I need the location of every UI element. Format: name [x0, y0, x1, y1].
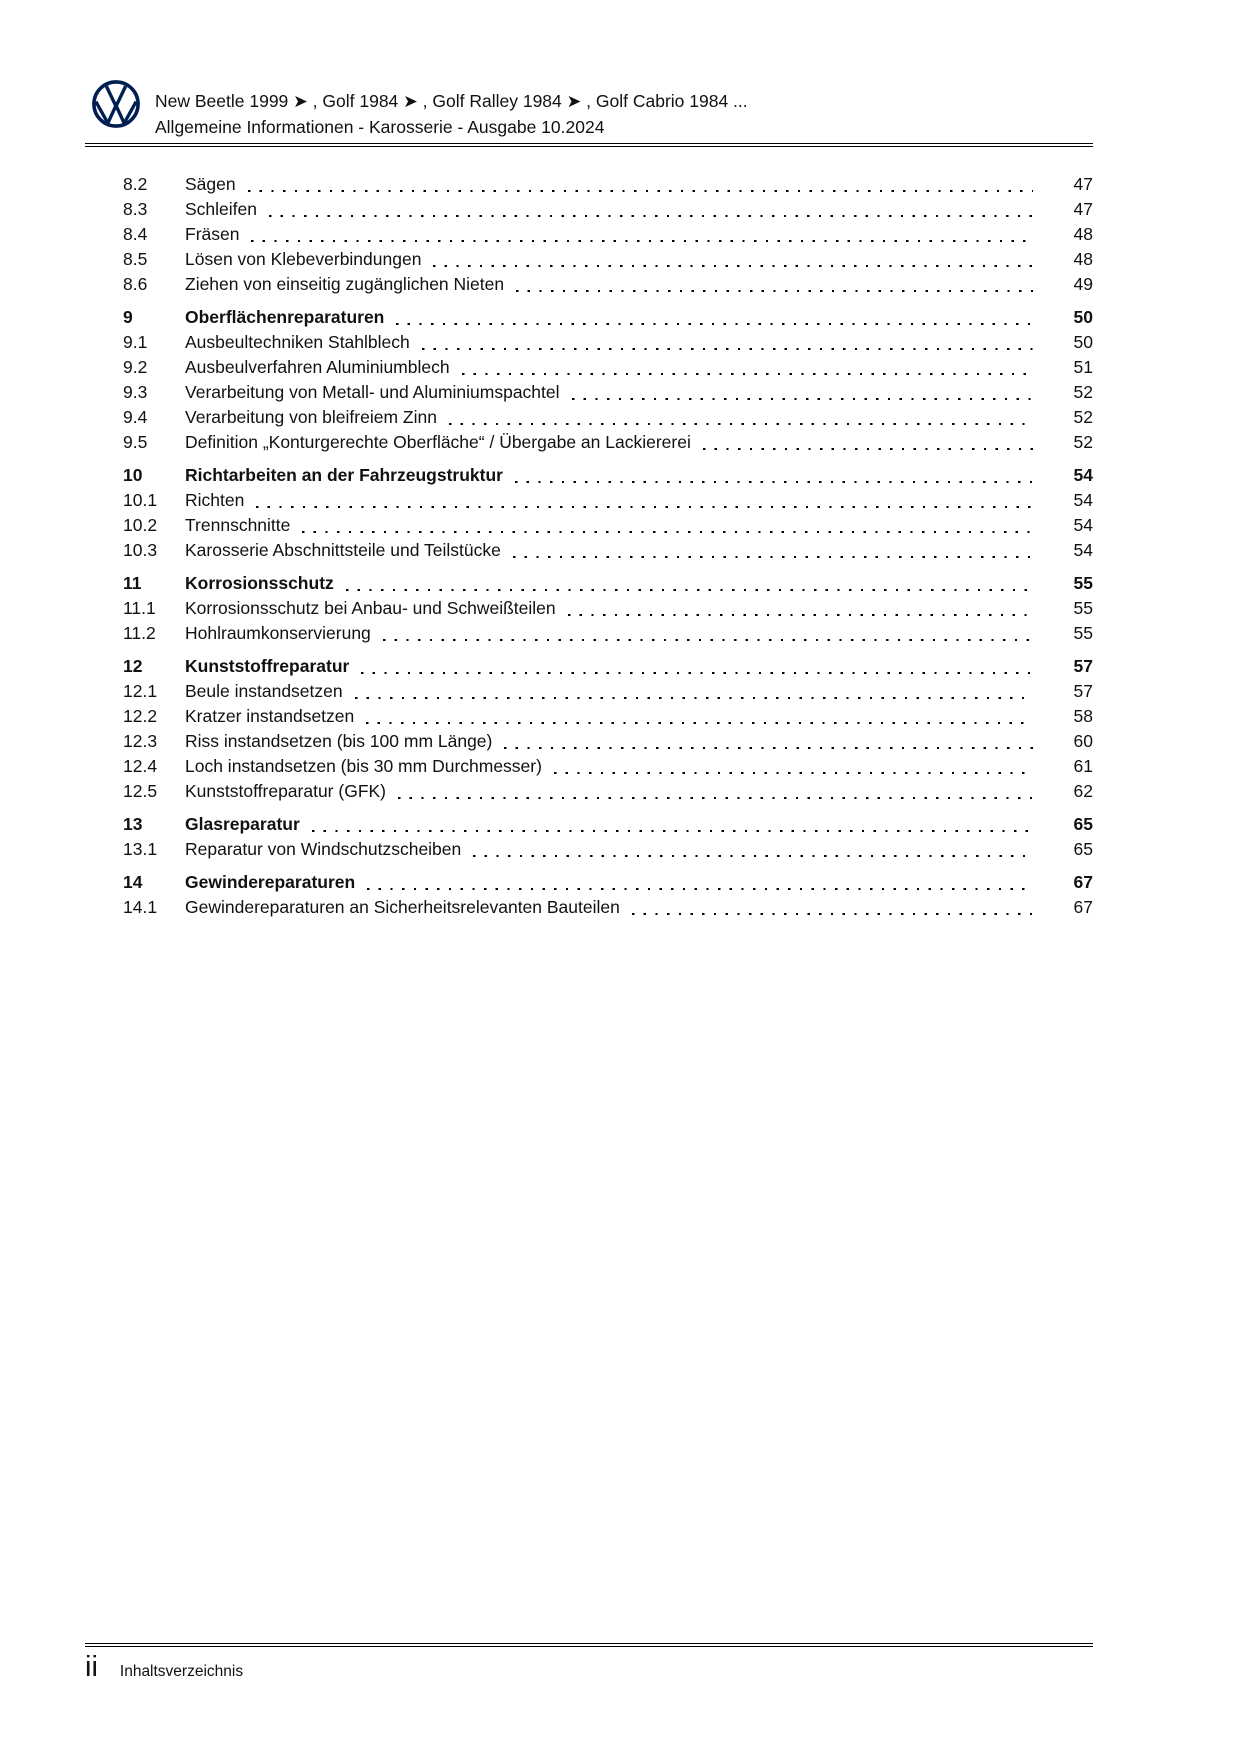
toc-entry-number: 8.5 [123, 249, 148, 269]
toc-entry[interactable] [123, 729, 1093, 754]
toc-entry-number: 10.2 [123, 515, 158, 535]
toc-entry-page: 65 [1073, 814, 1093, 834]
dot-leader [269, 215, 1033, 217]
toc-entry-page: 67 [1073, 872, 1093, 892]
toc-entry[interactable] [123, 380, 1093, 405]
toc-entry-title: Korrosionsschutz bei Anbau- und Schweißteilen [185, 598, 556, 618]
toc-entry-title: Gewindereparaturen an Sicherheitsrelevanten Bauteilen [185, 897, 620, 917]
toc-entry-number: 8.6 [123, 274, 148, 294]
toc-entry-number: 9.1 [123, 332, 148, 352]
toc-entry-title: Ausbeulverfahren Aluminiumblech [185, 357, 450, 377]
toc-entry-page: 52 [1073, 382, 1093, 402]
toc-entry-title: Glasreparatur [185, 814, 300, 834]
dot-leader [504, 747, 1033, 749]
dot-leader [398, 797, 1033, 799]
toc-entry-number: 9 [123, 307, 133, 327]
dot-leader [346, 589, 1033, 591]
toc-entry[interactable] [123, 330, 1093, 355]
toc-entry-title: Verarbeitung von Metall- und Aluminiumspachtel [185, 382, 560, 402]
toc-entry-page: 55 [1073, 598, 1093, 618]
toc-entry[interactable] [123, 197, 1093, 222]
toc-entry-page: 54 [1073, 540, 1093, 560]
toc-entry-number: 12.3 [123, 731, 158, 751]
toc-entry-title: Definition „Konturgerechte Oberfläche“ / Übergabe an Lackiererei [185, 432, 691, 452]
dot-leader [367, 888, 1033, 890]
toc-entry[interactable] [123, 596, 1093, 621]
toc-entry-title: Kunststoffreparatur [185, 656, 350, 676]
toc-entry-page: 67 [1073, 897, 1093, 917]
dot-leader [312, 830, 1033, 832]
toc-entry-page: 55 [1073, 623, 1093, 643]
toc-entry[interactable] [123, 704, 1093, 729]
header-rule [85, 143, 1093, 147]
toc-entry-number: 11 [123, 573, 142, 593]
toc-entry-title: Richtarbeiten an der Fahrzeugstruktur [185, 465, 503, 485]
toc-entry-number: 13.1 [123, 839, 158, 859]
header-vehicle-models: New Beetle 1999 ➤ , Golf 1984 ➤ , Golf Ralley 1984 ➤ , Golf Cabrio 1984 ... [155, 91, 748, 111]
toc-entry-title: Kunststoffreparatur (GFK) [185, 781, 387, 801]
toc-entry[interactable] [123, 513, 1093, 538]
toc-entry-page: 52 [1073, 407, 1093, 427]
toc-entry-title: Richten [185, 490, 245, 510]
toc-entry-number: 11.1 [123, 598, 156, 618]
toc-entry-title: Ausbeultechniken Stahlblech [185, 332, 410, 352]
toc-entry-number: 9.2 [123, 357, 148, 377]
toc-entry-title: Reparatur von Windschutzscheiben [185, 839, 462, 859]
dot-leader [516, 290, 1033, 292]
toc-entry-title: Korrosionsschutz [185, 573, 334, 593]
toc-entry-number: 14.1 [123, 897, 158, 917]
toc-entry-title: Hohlraumkonservierung [185, 623, 371, 643]
toc-entry-number: 9.4 [123, 407, 148, 427]
dot-leader [248, 190, 1033, 192]
toc-entry-page: 51 [1073, 357, 1093, 377]
toc-entry[interactable] [123, 538, 1093, 563]
toc-entry[interactable] [123, 654, 1093, 679]
toc-entry[interactable] [123, 172, 1093, 197]
dot-leader [554, 772, 1033, 774]
toc-entry[interactable] [123, 430, 1093, 455]
toc-entry-number: 11.2 [123, 623, 156, 643]
dot-leader [473, 855, 1033, 857]
toc-entry-title: Karosserie Abschnittsteile und Teilstücke [185, 540, 501, 560]
toc-entry[interactable] [123, 488, 1093, 513]
toc-entry-number: 8.4 [123, 224, 148, 244]
toc-entry[interactable] [123, 571, 1093, 596]
header-document-title: Allgemeine Informationen - Karosserie - Ausgabe 10.2024 [155, 117, 605, 137]
toc-entry[interactable] [123, 621, 1093, 646]
footer-page-number: ii [85, 1651, 98, 1683]
toc-entry-page: 61 [1073, 756, 1093, 776]
toc-entry-title: Lösen von Klebeverbindungen [185, 249, 422, 269]
toc-entry-number: 10 [123, 465, 143, 485]
toc-entry[interactable] [123, 272, 1093, 297]
toc-entry-title: Sägen [185, 174, 236, 194]
toc-entry-page: 57 [1073, 681, 1093, 701]
dot-leader [422, 348, 1033, 350]
toc-entry-page: 60 [1073, 731, 1093, 751]
dot-leader [449, 423, 1033, 425]
toc-entry-number: 9.5 [123, 432, 148, 452]
toc-entry-title: Verarbeitung von bleifreiem Zinn [185, 407, 437, 427]
toc-entry-title: Gewindereparaturen [185, 872, 356, 892]
toc-entry-page: 48 [1073, 224, 1093, 244]
toc-entry-title: Beule instandsetzen [185, 681, 343, 701]
toc-entry-number: 10.1 [123, 490, 158, 510]
toc-entry-page: 50 [1073, 332, 1093, 352]
toc-entry-page: 58 [1073, 706, 1093, 726]
dot-leader [355, 697, 1033, 699]
toc-entry-page: 54 [1073, 465, 1093, 485]
toc-entry-page: 57 [1073, 656, 1093, 676]
toc-entry[interactable] [123, 247, 1093, 272]
toc-entry-page: 65 [1073, 839, 1093, 859]
footer-section-label: Inhaltsverzeichnis [119, 1663, 244, 1680]
dot-leader [361, 672, 1033, 674]
toc-entry[interactable] [123, 463, 1093, 488]
toc-entry-number: 12 [123, 656, 143, 676]
toc-entry[interactable] [123, 222, 1093, 247]
toc-entry-title: Loch instandsetzen (bis 30 mm Durchmesser) [185, 756, 542, 776]
toc-entry-page: 62 [1073, 781, 1093, 801]
dot-leader [568, 614, 1033, 616]
toc-entry-page: 54 [1073, 490, 1093, 510]
toc-entry-page: 47 [1073, 199, 1093, 219]
dot-leader [703, 448, 1033, 450]
dot-leader [433, 265, 1033, 267]
toc-entry-page: 54 [1073, 515, 1093, 535]
toc-entry-title: Ziehen von einseitig zugänglichen Nieten [185, 274, 505, 294]
toc-entry-title: Oberflächenreparaturen [185, 307, 385, 327]
dot-leader [251, 240, 1033, 242]
dot-leader [366, 722, 1033, 724]
table-of-contents [123, 172, 1093, 920]
toc-entry-page: 50 [1073, 307, 1093, 327]
toc-entry-number: 12.4 [123, 756, 158, 776]
toc-entry[interactable] [123, 305, 1093, 330]
toc-entry-number: 10.3 [123, 540, 158, 560]
dot-leader [515, 481, 1033, 483]
toc-entry-number: 8.2 [123, 174, 148, 194]
toc-entry-number: 8.3 [123, 199, 148, 219]
toc-entry[interactable] [123, 779, 1093, 804]
page-header [155, 88, 748, 140]
dot-leader [462, 373, 1033, 375]
toc-entry-number: 12.2 [123, 706, 158, 726]
toc-entry-title: Trennschnitte [185, 515, 291, 535]
toc-entry[interactable] [123, 895, 1093, 920]
dot-leader [513, 556, 1033, 558]
page-footer [85, 1652, 243, 1682]
footer-rule [85, 1643, 1093, 1647]
toc-entry-number: 12.5 [123, 781, 158, 801]
toc-entry-page: 48 [1073, 249, 1093, 269]
toc-entry[interactable] [123, 679, 1093, 704]
dot-leader [256, 506, 1033, 508]
toc-entry-title: Fräsen [185, 224, 240, 244]
toc-entry-title: Riss instandsetzen (bis 100 mm Länge) [185, 731, 493, 751]
toc-entry-title: Schleifen [185, 199, 257, 219]
toc-entry-page: 55 [1073, 573, 1093, 593]
dot-leader [572, 398, 1033, 400]
toc-entry[interactable] [123, 837, 1093, 862]
toc-entry-title: Kratzer instandsetzen [185, 706, 355, 726]
dot-leader [632, 913, 1033, 915]
dot-leader [302, 531, 1033, 533]
toc-entry[interactable] [123, 405, 1093, 430]
toc-entry-number: 14 [123, 872, 143, 892]
toc-entry-number: 13 [123, 814, 143, 834]
toc-entry[interactable] [123, 870, 1093, 895]
toc-entry[interactable] [123, 754, 1093, 779]
dot-leader [383, 639, 1033, 641]
toc-entry-number: 12.1 [123, 681, 158, 701]
toc-entry-page: 52 [1073, 432, 1093, 452]
toc-entry-number: 9.3 [123, 382, 148, 402]
toc-entry[interactable] [123, 812, 1093, 837]
toc-entry[interactable] [123, 355, 1093, 380]
vw-logo-icon [92, 80, 140, 128]
toc-entry-page: 49 [1073, 274, 1093, 294]
dot-leader [396, 323, 1033, 325]
toc-entry-page: 47 [1073, 174, 1093, 194]
